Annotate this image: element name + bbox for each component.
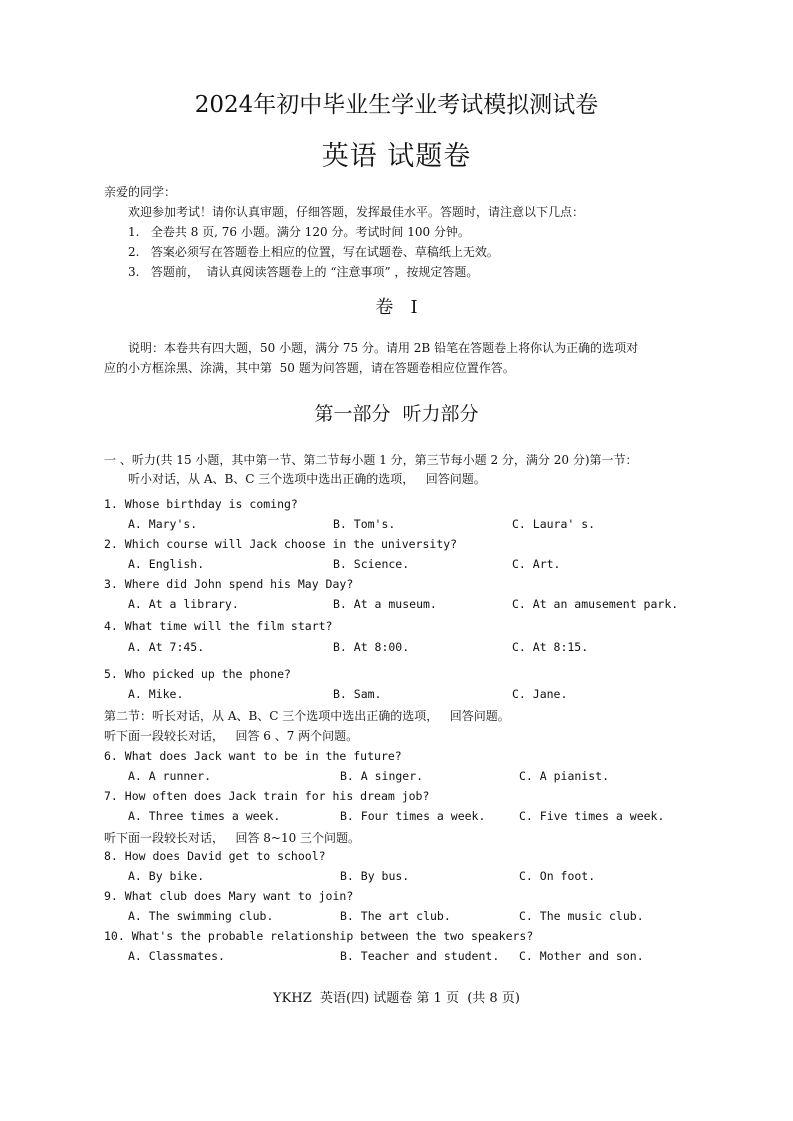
option-a: A. The swimming club.: [128, 909, 274, 923]
question-text: 5. Who picked up the phone?: [104, 667, 291, 681]
question-text: 4. What time will the film start?: [104, 619, 333, 633]
question-text: 10. What's the probable relationship between the two speakers?: [104, 929, 534, 943]
question-text: 1. Whose birthday is coming?: [104, 497, 298, 511]
option-a: A. English.: [128, 557, 205, 571]
section-intro: 听小对话，从 A、B、C 三个选项中选出正确的选项， 回答问题。: [128, 472, 486, 486]
notice-item: 1. 全卷共 8 页, 76 小题。满分 120 分。考试时间 100 分钟。: [128, 225, 470, 239]
option-b: B. Tom's.: [333, 517, 396, 531]
part-title: 第一部分 听力部分: [314, 403, 479, 425]
notice-item: 3. 答题前， 请认真阅读答题卷上的 “注意事项” ，按规定答题。: [128, 265, 479, 279]
option-c: C. At 8:15.: [512, 640, 589, 654]
option-b: B. At a museum.: [333, 597, 437, 611]
dialog-intro: 听下面一段较长对话， 回答 6 、7 两个问题。: [104, 729, 359, 743]
question-text: 8. How does David get to school?: [104, 849, 326, 863]
question-text: 2. Which course will Jack choose in the university?: [104, 537, 458, 551]
option-c: C. On foot.: [519, 869, 596, 883]
option-b: B. Science.: [333, 557, 410, 571]
option-c: C. Jane.: [512, 687, 568, 701]
option-c: C. Mother and son.: [519, 949, 644, 963]
notice-item: 2. 答案必须写在答题卷上相应的位置，写在试题卷、草稿纸上无效。: [128, 245, 499, 259]
option-c: C. The music club.: [519, 909, 644, 923]
page-subtitle: 英语 试题卷: [321, 141, 472, 172]
option-a: A. Mary's.: [128, 517, 198, 531]
dialog-intro: 听下面一段较长对话， 回答 8~10 三个问题。: [104, 831, 361, 845]
option-a: A. A runner.: [128, 769, 212, 783]
option-b: B. Four times a week.: [340, 809, 486, 823]
question-text: 9. What club does Mary want to join?: [104, 889, 354, 903]
option-b: B. Sam.: [333, 687, 382, 701]
option-a: A. Mike.: [128, 687, 184, 701]
option-c: C. Five times a week.: [519, 809, 665, 823]
option-a: A. By bike.: [128, 869, 205, 883]
option-b: B. A singer.: [340, 769, 424, 783]
question-text: 3. Where did John spend his May Day?: [104, 577, 354, 591]
option-a: A. Classmates.: [128, 949, 225, 963]
option-a: A. At a library.: [128, 597, 239, 611]
section-intro: 一 、听力(共 15 小题，其中第一节、第二节每小题 1 分，第三节每小题 2 分，满分 20 分)第一节：: [104, 453, 638, 467]
option-c: C. Art.: [512, 557, 561, 571]
page-title: 2024年初中毕业生学业考试模拟测试卷: [194, 92, 599, 118]
question-text: 7. How often does Jack train for his dream job?: [104, 789, 430, 803]
option-b: B. The art club.: [340, 909, 451, 923]
question-text: 6. What does Jack want to be in the future?: [104, 749, 402, 763]
option-a: A. At 7:45.: [128, 640, 205, 654]
notice-intro: 欢迎参加考试！请你认真审题，仔细答题，发挥最佳水平。答题时，请注意以下几点：: [128, 205, 585, 219]
section-intro: 第二节：听长对话，从 A、B、C 三个选项中选出正确的选项， 回答问题。: [104, 709, 510, 723]
option-c: C. Laura' s.: [512, 517, 596, 531]
notice-greeting: 亲爱的同学：: [104, 185, 177, 199]
volume-instruction: 应的小方框涂黑、涂满，其中第 50 题为问答题，请在答题卷相应位置作答。: [104, 361, 515, 375]
option-b: B. At 8:00.: [333, 640, 410, 654]
page-footer: YKHZ 英语(四) 试题卷 第 1 页 (共 8 页): [273, 991, 520, 1006]
option-c: C. A pianist.: [519, 769, 610, 783]
volume-label: 卷 Ⅰ: [375, 297, 418, 318]
option-b: B. By bus.: [340, 869, 410, 883]
option-b: B. Teacher and student.: [340, 949, 500, 963]
option-c: C. At an amusement park.: [512, 597, 679, 611]
volume-instruction: 说明：本卷共有四大题，50 小题，满分 75 分。请用 2B 铅笔在答题卷上将你认为正确的选项对: [128, 341, 639, 355]
option-a: A. Three times a week.: [128, 809, 281, 823]
